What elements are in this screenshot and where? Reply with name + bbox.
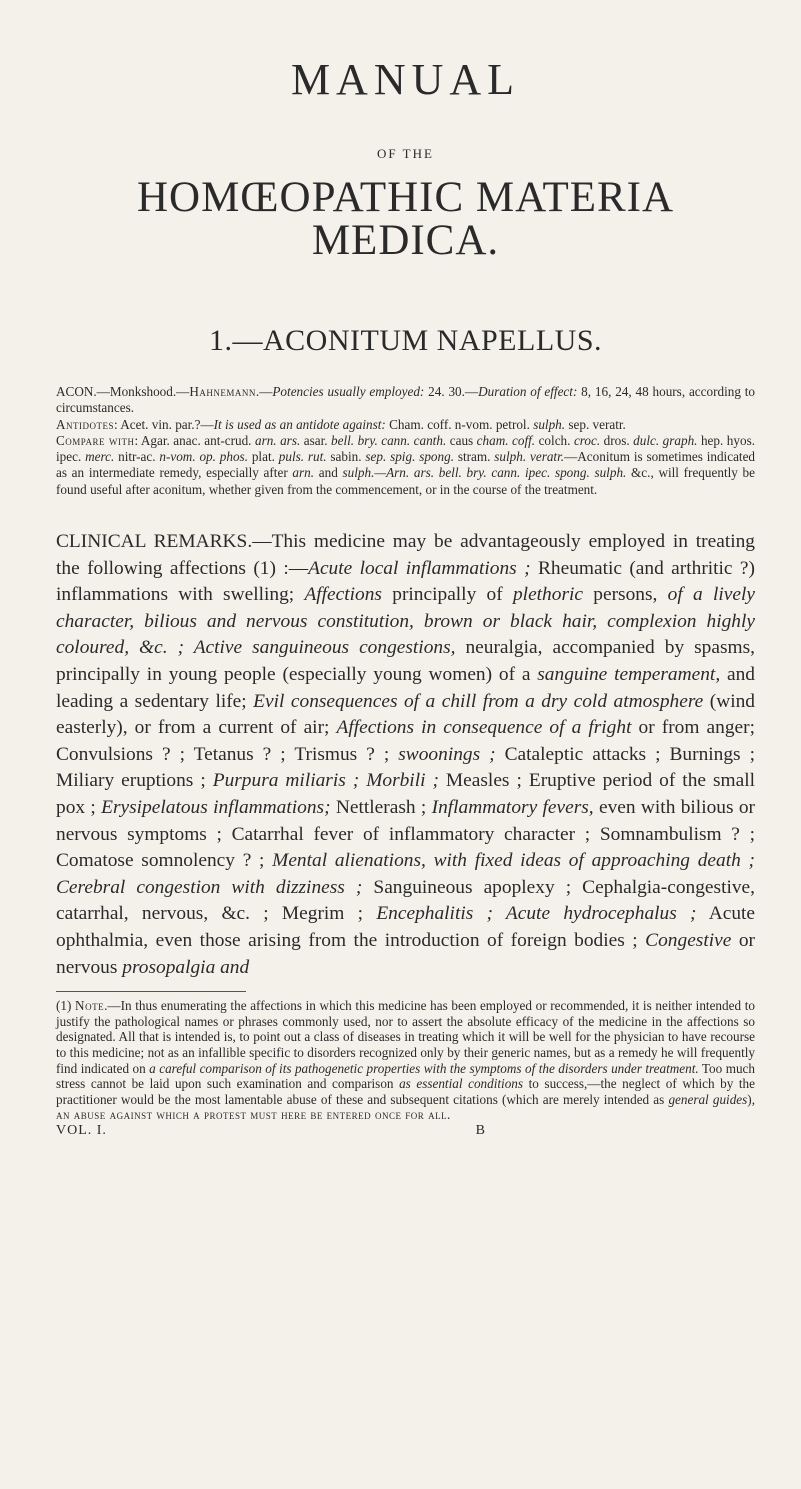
compare-italic: n-vom. op. phos. <box>159 449 248 465</box>
compare-text: nitr-ac. <box>114 449 160 465</box>
clinical-italic: Affections <box>304 584 382 606</box>
remedy-summary <box>56 384 755 498</box>
clinical-italic: sanguine temperament, <box>537 664 721 686</box>
clinical-italic: Inflammatory fevers, <box>431 797 594 819</box>
compare-italic: sulph. veratr. <box>494 449 565 465</box>
clinical-text: Rheumatic (and arthritic ?) inflammations with swelling; <box>56 557 755 606</box>
clinical-italic: Purpura miliaris ; Morbili ; <box>212 770 439 792</box>
acon-name: ACON.—Monkshood.— <box>56 384 190 399</box>
clinical-italic: prosopalgia and <box>122 956 250 978</box>
compare-italic: arn. <box>292 465 315 481</box>
compare-italic: sep. spig. spong. <box>365 449 455 465</box>
compare-italic: croc. <box>573 432 601 448</box>
compare-text: asar. <box>300 432 332 448</box>
footnote-text: Too much stress cannot be laid upon such examination and comparison <box>56 1060 756 1092</box>
compare-italic: arn. ars. <box>254 432 301 448</box>
clinical-text: or nervous <box>56 929 755 978</box>
clinical-remarks <box>56 529 755 981</box>
antidotes-sulph: sulph. <box>533 416 566 432</box>
compare-text: sabin. <box>326 449 366 465</box>
section-heading: 1.—ACONITUM NAPELLUS. <box>209 324 602 357</box>
clinical-italic: Affections in consequence of a fright <box>336 717 632 739</box>
compare-text: plat. <box>248 449 279 465</box>
antidotes-text-c: sep. veratr. <box>565 416 626 432</box>
footnote-text: to success,—the neglect of which by the practitioner would be the most lamentable abuse of these and subsequent citations (which are merely intended as <box>56 1076 755 1107</box>
compare-italic: puls. rut. <box>278 449 327 465</box>
book-subtitle: HOMŒOPATHIC MATERIA MEDICA. <box>136 174 675 264</box>
antidotes-entry <box>56 417 755 433</box>
antidotes-italic: It is used as an antidote against: <box>213 416 386 432</box>
clinical-heading: CLINICAL REMARKS. <box>56 531 253 553</box>
clinical-italic: Acute local inflammations ; <box>308 557 531 579</box>
compare-italic: dulc. graph. <box>633 432 698 448</box>
clinical-italic: Evil consequences of a chill from a dry cold atmosphere <box>253 690 704 712</box>
footnote-divider <box>56 991 246 992</box>
clinical-text: —This medicine may be advantageously employed in treating the following affections (1) :— <box>56 531 755 579</box>
antidotes-label: Antidotes <box>56 416 115 432</box>
potencies-label: Potencies usually employed: <box>272 384 425 399</box>
footnote-text: ), <box>747 1091 755 1107</box>
compare-text: —Aconitum is sometimes indicated as an intermediate remedy, especially after <box>56 449 756 481</box>
antidotes-text-a: : Acet. vin. par.?— <box>114 416 214 432</box>
page-footer <box>56 1123 486 1139</box>
compare-text: &c., will frequently be found useful after aconitum, whether given from the commencement, or in the course of the treatment. <box>56 465 756 497</box>
signature-mark: B <box>475 1122 486 1138</box>
clinical-italic: swoonings ; <box>398 743 496 765</box>
clinical-text: or from anger; Convulsions ? ; Tetanus ? ; Trismus ? ; <box>56 717 755 765</box>
acon-dash: .— <box>255 384 273 399</box>
potencies-value: 24. 30.— <box>424 384 479 399</box>
footnote-italic: as essential conditions <box>399 1076 524 1092</box>
antidotes-text-b: Cham. coff. n-vom. petrol. <box>385 416 534 432</box>
footnote-label: Note <box>75 998 105 1014</box>
book-title-connector: OF THE <box>377 146 434 161</box>
compare-italic: bell. bry. cann. canth. <box>331 432 447 448</box>
clinical-text: Cataleptic attacks ; Burnings ; Miliary eruptions ; <box>56 743 755 792</box>
clinical-text: (wind easterly), or from a current of air; <box>56 690 755 739</box>
footnote <box>56 998 755 1123</box>
duration-value: 8, 16, 24, 48 hours, according to circumstances. <box>56 384 756 416</box>
clinical-text: neuralgia, accompanied by spasms, principally in young people (especially young women) of a <box>56 637 756 686</box>
compare-text: : Agar. anac. ant-crud. <box>134 432 255 448</box>
clinical-italic: Encephalitis ; Acute hydrocephalus ; <box>376 903 697 925</box>
compare-entry <box>56 433 755 498</box>
compare-text: hep. hyos. ipec. <box>56 432 755 465</box>
book-title: MANUAL <box>290 55 521 104</box>
clinical-text: Acute ophthalmia, even those arising from the introduction of foreign bodies ; <box>56 903 756 951</box>
clinical-italic: Mental alienations, with fixed ideas of approaching death ; Cerebral congestion with dizziness ; <box>56 850 755 898</box>
compare-text: colch. <box>535 432 574 448</box>
footnote-paragraph <box>56 998 755 1123</box>
footnote-text: .—In thus enumerating the affections in which this medicine has been employed or recommended, it is neither intended to justify the pathological names or phrases commonly used, nor to assert the absolute efficacy of the medicine in the affections so designated. All that is intended is, to point out a class of diseases in treating which it will be well for the physician to have recourse to this medicine; not as an infallible specific to disorders recognized only by their generic names, but as a remedy he will frequently find indicated on <box>56 998 755 1076</box>
clinical-text: even with bilious or nervous symptoms ; Catarrhal fever of inflammatory character ; Somnambulism ? ; Comatose somnolency ? ; <box>56 797 755 872</box>
clinical-text: Measles ; Eruptive period of the small pox ; <box>56 770 755 819</box>
compare-italic: merc. <box>85 449 115 465</box>
footnote-protest: an abuse against which a protest must here be entered once for all. <box>56 1107 451 1123</box>
footnote-marker: (1) <box>56 998 76 1014</box>
clinical-italic: Congestive <box>645 929 732 951</box>
acon-author: Hahnemann <box>189 384 256 399</box>
clinical-paragraph <box>56 529 755 981</box>
compare-italic: cham. coff. <box>476 432 536 448</box>
compare-text: and <box>314 465 343 481</box>
footnote-italic: a careful comparison of its pathogenetic properties with the symptoms of the disorders under treatment. <box>149 1060 699 1076</box>
page <box>0 55 801 1489</box>
clinical-text: and leading a sedentary life; <box>56 664 755 712</box>
footnote-italic: general guides <box>668 1091 748 1107</box>
clinical-text: Sanguineous apoplexy ; Cephalgia-congestive, catarrhal, nervous, &c. ; Megrim ; <box>56 876 755 925</box>
clinical-italic: plethoric <box>512 584 583 606</box>
duration-label: Duration of effect: <box>478 384 578 399</box>
clinical-italic: of a lively character, bilious and nervous constitution, brown or black hair, complexion highly coloured, &c. ; Active sanguineous congestions, <box>56 584 755 659</box>
compare-label: Compare with <box>56 432 135 448</box>
clinical-text: persons, <box>583 584 668 606</box>
acon-entry <box>56 384 755 417</box>
compare-text: caus <box>446 432 477 448</box>
compare-text: stram. <box>454 449 495 465</box>
compare-italic: sulph.—Arn. ars. bell. bry. cann. ipec. spong. sulph. <box>342 465 627 481</box>
clinical-text: principally of <box>381 584 513 606</box>
clinical-text: Nettlerash ; <box>330 797 432 819</box>
clinical-italic: Erysipelatous inflammations; <box>101 797 331 819</box>
volume-label: VOL. I. <box>56 1122 107 1138</box>
compare-text: dros. <box>600 432 634 448</box>
